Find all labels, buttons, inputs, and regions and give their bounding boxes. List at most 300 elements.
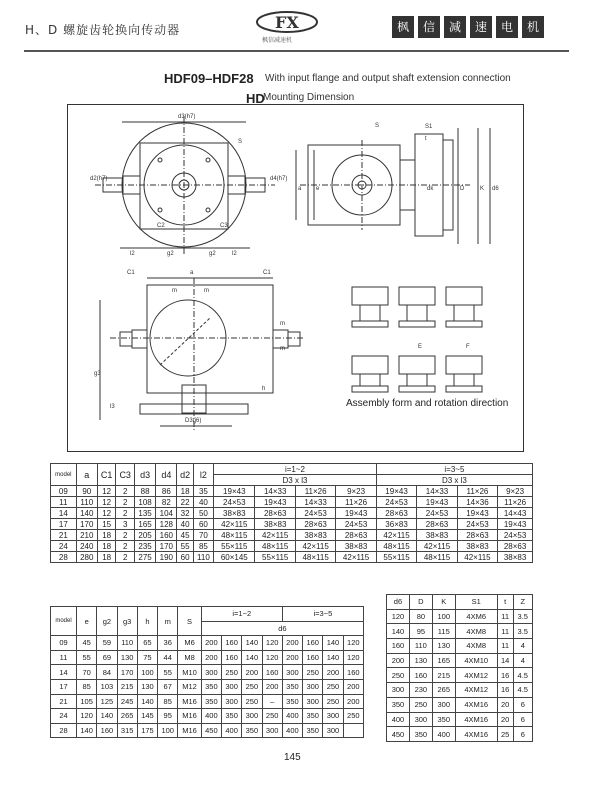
table-cell: 120	[343, 650, 363, 665]
table-cell: 160	[343, 665, 363, 680]
table-cell: 128	[156, 519, 177, 530]
table-cell: 110	[409, 639, 432, 654]
svg-text:t: t	[425, 136, 427, 142]
table-cell: 130	[117, 650, 137, 665]
table-cell: 24×53	[376, 497, 416, 508]
table-cell: 28×63	[498, 541, 533, 552]
table-cell: 4XM16	[455, 712, 497, 727]
table-row	[51, 497, 533, 508]
table-cell: 21	[51, 694, 77, 709]
table-cell: 59	[97, 636, 117, 651]
table-cell: 450	[201, 723, 221, 738]
table-cell: 250	[242, 679, 262, 694]
table-cell: 85	[158, 694, 178, 709]
table-cell: 75	[137, 650, 157, 665]
table-cell: 160	[97, 723, 117, 738]
table-cell: 300	[387, 683, 410, 698]
table-cell: 200	[262, 679, 282, 694]
page-number: 145	[284, 752, 301, 763]
table-cell: 21	[51, 530, 77, 541]
table-cell: 85	[77, 679, 97, 694]
table-cell: 24×53	[214, 497, 255, 508]
table-cell: 400	[222, 723, 242, 738]
table-cell: 42×115	[457, 552, 497, 563]
table-cell: 48×115	[255, 541, 295, 552]
series-description: Mounting Dimension	[263, 92, 355, 103]
table-cell: –	[262, 694, 282, 709]
table-cell: M8	[178, 650, 201, 665]
table-cell: 19×43	[417, 497, 457, 508]
table-cell: 55×115	[376, 552, 416, 563]
table-cell: 160	[222, 650, 242, 665]
table-cell: 140	[323, 650, 343, 665]
table-row	[387, 639, 533, 654]
table-cell: 400	[201, 709, 221, 724]
table-cell: 130	[409, 653, 432, 668]
table-cell: 140	[242, 650, 262, 665]
table-cell: 100	[158, 723, 178, 738]
table-cell: 90	[76, 486, 97, 497]
table-cell: 400	[387, 712, 410, 727]
table-cell: 17	[51, 679, 77, 694]
table-row	[51, 709, 364, 724]
table-cell: 265	[117, 709, 137, 724]
table-cell: 160	[387, 639, 410, 654]
table-cell: 205	[134, 530, 155, 541]
table-cell: 200	[282, 650, 302, 665]
svg-text:d6: d6	[492, 186, 499, 192]
table-cell: 4.5	[513, 683, 532, 698]
table-cell: 12	[97, 508, 116, 519]
model-range-title: HDF09–HDF28	[164, 71, 254, 86]
table-cell: 11	[51, 497, 77, 508]
table-cell: 19×43	[336, 508, 376, 519]
column-header: D	[409, 595, 432, 610]
table-row	[51, 486, 533, 497]
table-cell: 160	[303, 650, 323, 665]
table-cell: 24×53	[417, 508, 457, 519]
table-cell: 88	[134, 486, 155, 497]
brand-char: 电	[496, 16, 518, 38]
table-cell: 200	[387, 653, 410, 668]
svg-text:C1: C1	[263, 270, 271, 276]
table-cell: 14×33	[295, 497, 335, 508]
table-cell: 12	[97, 486, 116, 497]
brand-char: 枫	[392, 16, 414, 38]
table-cell: 35	[193, 486, 213, 497]
table-cell: 2	[116, 552, 135, 563]
table-cell: 60	[193, 519, 213, 530]
svg-text:d4(h7): d4(h7)	[270, 176, 288, 182]
table-cell: 86	[156, 486, 177, 497]
column-header: K	[432, 595, 455, 610]
svg-text:C1: C1	[127, 270, 135, 276]
table-cell: 350	[222, 709, 242, 724]
table-cell: 19×43	[255, 497, 295, 508]
logo-lettering: FX	[275, 13, 299, 32]
table-cell: 120	[387, 609, 410, 624]
table-cell: 160	[262, 665, 282, 680]
table-cell: 84	[97, 665, 117, 680]
table-cell: 25	[497, 727, 513, 742]
table-cell: 300	[262, 723, 282, 738]
table-cell: 160	[303, 636, 323, 651]
table-cell: 250	[303, 665, 323, 680]
table-cell: 300	[303, 694, 323, 709]
table-cell: 6	[513, 697, 532, 712]
svg-text:E: E	[418, 344, 423, 350]
table-cell: 200	[201, 636, 221, 651]
table-row	[387, 653, 533, 668]
table-cell: 4XM8	[455, 624, 497, 639]
table-cell: 2	[116, 486, 135, 497]
table-cell: 85	[193, 541, 213, 552]
table-cell: 38×83	[295, 530, 335, 541]
table-cell: 140	[77, 723, 97, 738]
table-row	[387, 668, 533, 683]
svg-text:l2: l2	[130, 251, 135, 257]
table-cell: 17	[51, 519, 77, 530]
series-title: HD	[246, 91, 265, 106]
table-cell: 11	[497, 609, 513, 624]
table-cell: 250	[222, 665, 242, 680]
table-cell: 11×26	[336, 497, 376, 508]
table-row	[51, 650, 364, 665]
table-cell: 450	[387, 727, 410, 742]
table-cell: 38×83	[255, 519, 295, 530]
table-cell: 95	[409, 624, 432, 639]
svg-text:m: m	[280, 321, 285, 327]
table-cell: 300	[242, 709, 262, 724]
table-cell: 60	[177, 552, 193, 563]
table-cell: 36	[158, 636, 178, 651]
svg-text:d3(h7): d3(h7)	[178, 114, 196, 120]
brand-char: 机	[522, 16, 544, 38]
table-cell: 4XM16	[455, 727, 497, 742]
table-cell: 240	[76, 541, 97, 552]
table-cell: 200	[343, 679, 363, 694]
table-cell: 55	[177, 541, 193, 552]
table-cell: 250	[262, 709, 282, 724]
table-cell: 11×26	[295, 486, 335, 497]
table-cell: 175	[137, 723, 157, 738]
table-cell: 42×115	[255, 530, 295, 541]
table-cell: 350	[201, 694, 221, 709]
table-cell: 69	[97, 650, 117, 665]
table-row	[387, 683, 533, 698]
table-cell: 9×23	[336, 486, 376, 497]
table-cell: 275	[134, 552, 155, 563]
table-cell: 145	[137, 709, 157, 724]
table-cell: 120	[262, 636, 282, 651]
table-cell: 200	[343, 694, 363, 709]
table-cell: 115	[432, 624, 455, 639]
table-cell: 103	[97, 679, 117, 694]
header-title: H、D 螺旋齿轮换向传动器	[25, 23, 181, 37]
brand-char: 速	[470, 16, 492, 38]
svg-text:K: K	[480, 186, 485, 192]
svg-text:D3(j6): D3(j6)	[185, 418, 202, 424]
table-cell: 4XM8	[455, 639, 497, 654]
column-header: S1	[455, 595, 497, 610]
table-cell: 42×115	[214, 519, 255, 530]
table-cell: 14	[497, 653, 513, 668]
table-cell: 4	[513, 639, 532, 654]
table-cell: 28×63	[376, 508, 416, 519]
table-cell: 200	[323, 665, 343, 680]
table-cell: 28×63	[336, 530, 376, 541]
table-cell: 350	[303, 709, 323, 724]
table-cell: 100	[137, 665, 157, 680]
column-header: t	[497, 595, 513, 610]
table-cell: 100	[432, 609, 455, 624]
table-cell: 265	[432, 683, 455, 698]
table-cell: 2	[116, 541, 135, 552]
table-cell: 80	[409, 609, 432, 624]
table-cell: 20	[497, 712, 513, 727]
table-cell: 28×63	[255, 508, 295, 519]
column-header: d6	[387, 595, 410, 610]
table-cell: 48×115	[295, 552, 335, 563]
table-cell: 130	[432, 639, 455, 654]
brand-char: 减	[444, 16, 466, 38]
svg-text:d2(h7): d2(h7)	[90, 176, 108, 182]
logo-subtitle: 枫信减速机	[262, 37, 293, 44]
table-cell: 14×43	[498, 508, 533, 519]
table-cell: 2	[116, 530, 135, 541]
table-cell: 24×53	[295, 508, 335, 519]
table-cell: 50	[193, 508, 213, 519]
table-cell: 210	[76, 530, 97, 541]
table-cell: 235	[134, 541, 155, 552]
table-cell: 4XM10	[455, 653, 497, 668]
table-cell: 300	[432, 697, 455, 712]
main-dimension-table: model a C1 C3 d3 d4 d2 l2 i=1~2 i=3~5 D3 x l3 D3 x l3 09 90 12 2 88 86 18 35 19×43 14×33 11×26 9×23 19×43 14×33 11×26 9×23 11 110 12 2 108 82 22 40 24×53 19×43 14×33 11×26 24×53 19×43 14×36 11×26 14 140 12 2 135 104 32 50 38×83 28×63 24×53 19×43 28×63 24×53 19×43 14×43 17 170 15 3 165 128 40 60 42×115 38×83 28×63 24×53 36×83 28×63 24×53 19×43 21 210 18 2 205 160 45 70 48×115 42×115 38×83 28×63 42×115 38×83 28×63 24×53 24 240 18 2 235 170 55 85 55×115 48×115 42×115 38×83 48×115 42×115 38×83 28×63 28 280 18 2 275 190 60 110 60×145 55×115 48×115 42×115 55×115 48×115 42×115 38×83	[50, 463, 533, 563]
table-cell: 9×23	[498, 486, 533, 497]
table-cell: 28	[51, 552, 77, 563]
table-cell: 300	[323, 709, 343, 724]
table-cell: 42×115	[295, 541, 335, 552]
table-cell: 110	[193, 552, 213, 563]
table-cell: 3.5	[513, 609, 532, 624]
table-row	[387, 712, 533, 727]
svg-text:g2: g2	[209, 251, 216, 257]
table-cell: 11	[497, 624, 513, 639]
table-cell: 110	[76, 497, 97, 508]
table-cell: 19×43	[376, 486, 416, 497]
table-cell: 250	[343, 709, 363, 724]
table-cell: 11	[51, 650, 77, 665]
col-model: model	[51, 464, 77, 486]
table-cell: 105	[77, 694, 97, 709]
table-cell: 300	[201, 665, 221, 680]
table-cell: M16	[178, 694, 201, 709]
table-cell: 300	[222, 679, 242, 694]
table-cell: 14	[51, 508, 77, 519]
table-cell: 108	[134, 497, 155, 508]
svg-text:m: m	[204, 288, 209, 294]
table-cell: 400	[282, 709, 302, 724]
table-cell: 45	[77, 636, 97, 651]
table-cell: 38×83	[457, 541, 497, 552]
table-cell: M12	[178, 679, 201, 694]
table-cell: 130	[137, 679, 157, 694]
table-cell: 40	[177, 519, 193, 530]
svg-text:S1: S1	[425, 124, 433, 130]
table-cell: 400	[432, 727, 455, 742]
table-cell: 315	[117, 723, 137, 738]
table-cell: 09	[51, 486, 77, 497]
table-cell: 40	[193, 497, 213, 508]
table-cell: 18	[177, 486, 193, 497]
table-cell: 28×63	[457, 530, 497, 541]
table-cell: 4XM12	[455, 683, 497, 698]
table-cell: 19×43	[214, 486, 255, 497]
table-cell: 4XM12	[455, 668, 497, 683]
table-cell: 09	[51, 636, 77, 651]
svg-text:D: D	[460, 186, 465, 192]
svg-text:a: a	[298, 186, 302, 192]
brand-char: 信	[418, 16, 440, 38]
table-cell: 170	[76, 519, 97, 530]
table-cell: 14	[51, 665, 77, 680]
table-cell: 24	[51, 709, 77, 724]
flange-dimension-table: model e g2 g3 h m S i=1~2 i=3~5 d6 09 45 59 110 65 36 M6 200 160 140 120 200 160 140 120 11 55 69 130 75 44 M8 200 160 140 120 200 160 140 120 14 70 84 170 100 55 M10 300 250 200 160 300 250 200 160 17 85 103 215 130 67 M12 350 300 250 200 350 300 250 200 21 105 125 245 140 85 M16 350 300 250 – 350 300 250 200 24 120 140 265 145 95 M16 400 350 300 250 400 350 300 250 28 140 160 315 175 100 M16 450 400 350 300 400 350 300	[50, 606, 364, 738]
table-cell: 250	[387, 668, 410, 683]
table-cell: M16	[178, 723, 201, 738]
table-cell	[343, 723, 363, 738]
table-cell: M6	[178, 636, 201, 651]
table-cell: 160	[409, 668, 432, 683]
table-cell: 38×83	[498, 552, 533, 563]
table-cell: 350	[409, 727, 432, 742]
table-cell: 350	[242, 723, 262, 738]
table-cell: 4	[513, 653, 532, 668]
table-cell: 14×36	[457, 497, 497, 508]
table-cell: 190	[156, 552, 177, 563]
table-cell: 350	[432, 712, 455, 727]
table-cell: 3.5	[513, 624, 532, 639]
table-cell: 215	[117, 679, 137, 694]
svg-text:h: h	[262, 386, 266, 392]
table-cell: 170	[117, 665, 137, 680]
table-cell: 3	[116, 519, 135, 530]
table-cell: 135	[134, 508, 155, 519]
table-cell: 200	[282, 636, 302, 651]
table-row	[51, 723, 364, 738]
table-cell: 44	[158, 650, 178, 665]
table-cell: 250	[323, 694, 343, 709]
table-cell: 19×43	[498, 519, 533, 530]
table-cell: 245	[117, 694, 137, 709]
table-cell: 24	[51, 541, 77, 552]
table-row	[387, 727, 533, 742]
table-cell: 170	[156, 541, 177, 552]
table-cell: 19×43	[457, 508, 497, 519]
svg-text:l2: l2	[232, 251, 237, 257]
table-cell: 6	[513, 727, 532, 742]
table-cell: 38×83	[336, 541, 376, 552]
svg-text:dk: dk	[427, 186, 434, 192]
table-cell: 120	[77, 709, 97, 724]
table-cell: 6	[513, 712, 532, 727]
model-description: With input flange and output shaft extension connection	[265, 73, 511, 84]
flange-spec-table	[386, 594, 533, 742]
table-cell: 2	[116, 508, 135, 519]
table-cell: 140	[387, 624, 410, 639]
table-cell: 350	[282, 679, 302, 694]
svg-text:g2: g2	[167, 251, 174, 257]
table-cell: 4XM16	[455, 697, 497, 712]
table-cell: 400	[282, 723, 302, 738]
table-cell: 300	[222, 694, 242, 709]
table-cell: 24×53	[457, 519, 497, 530]
table-cell: 24×53	[498, 530, 533, 541]
table-cell: 165	[432, 653, 455, 668]
table-cell: 300	[282, 665, 302, 680]
table-cell: 125	[97, 694, 117, 709]
table-cell: M16	[178, 709, 201, 724]
table-cell: 11	[497, 639, 513, 654]
assembly-forms	[352, 287, 482, 392]
table-cell: 14×33	[417, 486, 457, 497]
table-cell: 350	[387, 697, 410, 712]
table-cell: 36×83	[376, 519, 416, 530]
table-cell: 70	[77, 665, 97, 680]
table-cell: 11×26	[498, 497, 533, 508]
table-row	[51, 665, 364, 680]
table-cell: 48×115	[376, 541, 416, 552]
table-cell: 4.5	[513, 668, 532, 683]
table-cell: 38×83	[417, 530, 457, 541]
table-cell: 280	[76, 552, 97, 563]
table-cell: 60×145	[214, 552, 255, 563]
table-cell: 230	[409, 683, 432, 698]
table-cell: 250	[409, 697, 432, 712]
table-cell: 55	[77, 650, 97, 665]
table-cell: 2	[116, 497, 135, 508]
table-row	[51, 508, 533, 519]
table-cell: 24×53	[336, 519, 376, 530]
table-cell: 140	[137, 694, 157, 709]
table-cell: 120	[343, 636, 363, 651]
table-cell: 350	[303, 723, 323, 738]
svg-text:l3: l3	[110, 404, 115, 410]
table-cell: 140	[242, 636, 262, 651]
svg-text:m: m	[280, 346, 285, 352]
table-cell: 67	[158, 679, 178, 694]
table-cell: M10	[178, 665, 201, 680]
table-cell: 48×115	[417, 552, 457, 563]
table-cell: 32	[177, 508, 193, 519]
table-cell: 22	[177, 497, 193, 508]
table-cell: 42×115	[376, 530, 416, 541]
table-cell: 215	[432, 668, 455, 683]
table-cell: 65	[137, 636, 157, 651]
table-cell: 45	[177, 530, 193, 541]
table-row	[51, 519, 533, 530]
assembly-caption: Assembly form and rotation direction	[346, 398, 509, 409]
table-cell: 28	[51, 723, 77, 738]
table-row	[387, 609, 533, 624]
table-cell: 55×115	[214, 541, 255, 552]
svg-text:S: S	[375, 123, 380, 129]
svg-text:S: S	[238, 139, 243, 145]
table-cell: 160	[156, 530, 177, 541]
svg-text:F: F	[466, 344, 470, 350]
table-cell: 55×115	[255, 552, 295, 563]
table-cell: 18	[97, 552, 116, 563]
